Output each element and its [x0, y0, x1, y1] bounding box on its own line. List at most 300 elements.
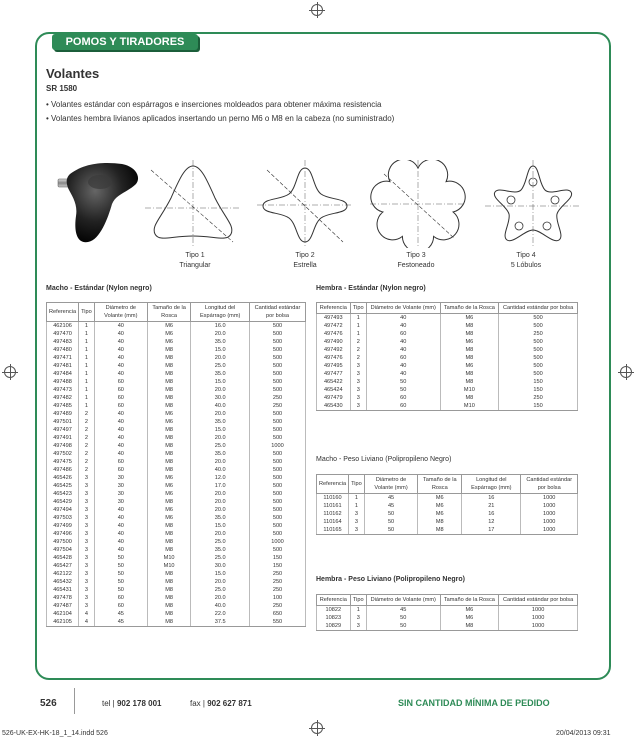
table-cell: 40: [94, 322, 147, 331]
table-cell: 60: [94, 394, 147, 402]
table-cell: 20.0: [191, 490, 250, 498]
table-cell: 40.0: [191, 466, 250, 474]
table-cell: 2: [79, 458, 95, 466]
table-cell: M8: [440, 346, 499, 354]
table-cell: 16: [462, 510, 521, 518]
footer-divider: [74, 688, 75, 714]
table-cell: 50: [366, 386, 440, 394]
table-cell: M8: [147, 378, 190, 386]
table-cell: M8: [147, 346, 190, 354]
table-row: [47, 498, 306, 506]
type2-caption-name: Estrella: [293, 262, 317, 269]
table-cell: 500: [250, 434, 306, 442]
table-row: [317, 502, 578, 510]
table-cell: 35.0: [191, 546, 250, 554]
table-cell: 20.0: [191, 330, 250, 338]
table-cell: M10: [440, 402, 499, 411]
table-cell: M6: [147, 514, 190, 522]
table-cell: 3: [79, 490, 95, 498]
table-cell: 150: [250, 562, 306, 570]
table-cell: 50: [94, 586, 147, 594]
type3-caption-number: Tipo 3: [406, 252, 426, 259]
table-cell: 16: [462, 494, 521, 503]
table-cell: 3: [79, 586, 95, 594]
table-cell: 465430: [317, 402, 351, 411]
type2-star-drawing: [257, 160, 353, 248]
table-cell: 497502: [47, 450, 79, 458]
table-cell: 110160: [317, 494, 349, 503]
table-cell: M6: [418, 502, 462, 510]
table-cell: 30: [94, 490, 147, 498]
table-cell: 4: [79, 610, 95, 618]
table-cell: 3: [79, 602, 95, 610]
feature-bullet-1: • Volantes estándar con espárragos e inserciones moldeados para obtener máxima resistencia: [46, 100, 382, 109]
table-cell: M6: [147, 474, 190, 482]
table-cell: M8: [440, 322, 499, 330]
fax-label: fax: [190, 699, 201, 708]
table-cell: 20.0: [191, 434, 250, 442]
table-cell: M6: [147, 338, 190, 346]
page-number: 526: [40, 698, 57, 709]
table-cell: 20.0: [191, 458, 250, 466]
hembra-liviano-title: Hembra - Peso Liviano (Polipropileno Negro): [316, 576, 465, 583]
table-cell: 35.0: [191, 418, 250, 426]
table-cell: 497480: [47, 346, 79, 354]
column-header: Tamaño de la Rosca: [440, 303, 499, 314]
table-cell: 1: [79, 330, 95, 338]
table-cell: 1: [79, 322, 95, 331]
table-row: [47, 370, 306, 378]
table-cell: 465432: [47, 578, 79, 586]
table-header-row: [317, 303, 578, 314]
table-header-row: [317, 475, 578, 494]
table-row: [317, 494, 578, 503]
table-row: [317, 622, 578, 631]
table-cell: 1: [79, 394, 95, 402]
table-cell: 500: [250, 362, 306, 370]
table-cell: 1: [79, 354, 95, 362]
table-cell: 10822: [317, 606, 351, 615]
table-cell: M8: [440, 354, 499, 362]
table-cell: 500: [250, 378, 306, 386]
table-cell: 17.0: [191, 482, 250, 490]
table-row: [317, 330, 578, 338]
table-cell: 60: [94, 378, 147, 386]
table-cell: 40: [94, 354, 147, 362]
table-cell: 497492: [317, 346, 351, 354]
column-header: Cantidad estándar por bolsa: [499, 303, 578, 314]
table-cell: 20.0: [191, 530, 250, 538]
table-cell: 50: [366, 378, 440, 386]
table-row: [317, 346, 578, 354]
table-cell: M6: [147, 330, 190, 338]
table-cell: M6: [440, 338, 499, 346]
table-cell: 40: [366, 314, 440, 323]
table-cell: 1: [349, 494, 365, 503]
table-cell: 45: [364, 502, 418, 510]
table-cell: 462104: [47, 610, 79, 618]
table-cell: 497470: [47, 330, 79, 338]
table-row: [317, 322, 578, 330]
table-cell: 500: [250, 514, 306, 522]
table-cell: 497485: [47, 402, 79, 410]
table-cell: 60: [94, 594, 147, 602]
table-cell: 40: [94, 346, 147, 354]
table-cell: 40: [366, 362, 440, 370]
table-cell: 1: [79, 378, 95, 386]
hembra-estandar-title: Hembra - Estándar (Nylon negro): [316, 285, 426, 292]
table-row: [317, 614, 578, 622]
table-cell: 35.0: [191, 514, 250, 522]
table-cell: 500: [250, 354, 306, 362]
table-cell: 40: [94, 442, 147, 450]
table-cell: 1: [79, 338, 95, 346]
table-cell: 25.0: [191, 554, 250, 562]
table-cell: 15.0: [191, 346, 250, 354]
table-cell: 16.0: [191, 322, 250, 331]
table-cell: M8: [147, 610, 190, 618]
table-cell: M8: [147, 362, 190, 370]
macho-estandar-title: Macho - Estándar (Nylon negro): [46, 285, 152, 292]
table-cell: 2: [350, 346, 366, 354]
table-header-row: [317, 595, 578, 606]
table-cell: 15.0: [191, 522, 250, 530]
type4-caption-number: Tipo 4: [516, 252, 536, 259]
table-cell: 50: [366, 614, 440, 622]
table-cell: 465431: [47, 586, 79, 594]
table-cell: 1: [350, 322, 366, 330]
table-cell: 30.0: [191, 562, 250, 570]
table-row: [47, 586, 306, 594]
table-cell: 3: [349, 526, 365, 535]
column-header: Cantidad estándar por bolsa: [521, 475, 578, 494]
table-cell: 60: [366, 330, 440, 338]
table-cell: M10: [440, 386, 499, 394]
table-cell: M6: [147, 322, 190, 331]
table-cell: 3: [79, 474, 95, 482]
table-row: [47, 466, 306, 474]
table-cell: 25.0: [191, 538, 250, 546]
table-cell: 20.0: [191, 578, 250, 586]
table-cell: 500: [250, 458, 306, 466]
table-cell: 40: [94, 530, 147, 538]
table-row: [317, 510, 578, 518]
table-row: [47, 386, 306, 394]
table-cell: 497472: [317, 322, 351, 330]
table-cell: 2: [79, 418, 95, 426]
table-cell: 497495: [317, 362, 351, 370]
table-row: [317, 362, 578, 370]
table-cell: 40: [94, 338, 147, 346]
footer-phone: tel | 902 178 001: [102, 699, 162, 708]
table-cell: 465422: [317, 378, 351, 386]
table-cell: 1000: [521, 526, 578, 535]
knob-photo: [56, 160, 146, 246]
table-cell: 150: [499, 402, 578, 411]
table-cell: M8: [147, 466, 190, 474]
table-cell: 3: [350, 386, 366, 394]
table-cell: 20.0: [191, 498, 250, 506]
table-cell: 3: [79, 538, 95, 546]
table-cell: 40: [94, 514, 147, 522]
table-cell: M6: [440, 614, 499, 622]
table-cell: 250: [499, 330, 578, 338]
table-cell: 462122: [47, 570, 79, 578]
table-row: [47, 434, 306, 442]
table-cell: 500: [250, 466, 306, 474]
table-cell: M8: [147, 442, 190, 450]
table-cell: 497473: [47, 386, 79, 394]
table-cell: 497498: [47, 442, 79, 450]
table-cell: 500: [499, 322, 578, 330]
table-cell: M8: [147, 386, 190, 394]
table-cell: 3: [79, 546, 95, 554]
table-cell: 1000: [499, 606, 578, 615]
table-row: [47, 346, 306, 354]
table-cell: 497479: [317, 394, 351, 402]
table-cell: 1000: [250, 442, 306, 450]
table-cell: 500: [250, 498, 306, 506]
table-cell: 1: [79, 402, 95, 410]
table-cell: 497490: [317, 338, 351, 346]
table-cell: 35.0: [191, 450, 250, 458]
table-cell: M8: [147, 370, 190, 378]
table-cell: 500: [250, 330, 306, 338]
table-cell: 50: [364, 518, 418, 526]
table-cell: M8: [440, 330, 499, 338]
table-cell: 250: [250, 570, 306, 578]
table-cell: 3: [79, 554, 95, 562]
column-header: Referencia: [47, 303, 79, 322]
table-cell: M8: [418, 518, 462, 526]
table-row: [47, 322, 306, 331]
table-cell: M6: [147, 506, 190, 514]
table-cell: 250: [250, 586, 306, 594]
table-cell: 465427: [47, 562, 79, 570]
type3-scalloped-drawing: [370, 160, 466, 248]
table-cell: 3: [79, 506, 95, 514]
table-cell: M8: [147, 458, 190, 466]
column-header: Referencia: [317, 595, 351, 606]
table-cell: M8: [440, 394, 499, 402]
table-cell: 3: [79, 578, 95, 586]
table-cell: 497481: [47, 362, 79, 370]
table-cell: 40: [366, 346, 440, 354]
table-cell: 2: [350, 354, 366, 362]
table-cell: 497504: [47, 546, 79, 554]
table-cell: 500: [250, 482, 306, 490]
table-cell: 2: [79, 434, 95, 442]
table-row: [47, 394, 306, 402]
table-cell: 500: [250, 346, 306, 354]
table-cell: 2: [79, 450, 95, 458]
table-cell: 30.0: [191, 394, 250, 402]
table-cell: 497482: [47, 394, 79, 402]
table-cell: 497476: [317, 330, 351, 338]
type3-caption-name: Festoneado: [397, 262, 435, 269]
table-cell: 110161: [317, 502, 349, 510]
table-cell: 40: [94, 546, 147, 554]
table-cell: 497476: [317, 354, 351, 362]
table-cell: 60: [366, 394, 440, 402]
table-cell: 1000: [521, 494, 578, 503]
table-cell: 1: [349, 502, 365, 510]
feature-bullet-2: • Volantes hembra livianos aplicados insertando un perno M6 o M8 en la cabeza (no suministrado): [46, 114, 395, 123]
table-cell: 40.0: [191, 602, 250, 610]
column-header: Tamaño de la Rosca: [418, 475, 462, 494]
table-cell: 1000: [521, 502, 578, 510]
table-cell: 60: [94, 602, 147, 610]
table-row: [47, 522, 306, 530]
table-cell: M8: [440, 622, 499, 631]
table-cell: 25.0: [191, 442, 250, 450]
table-cell: 3: [79, 522, 95, 530]
phone-number: 902 178 001: [116, 699, 162, 708]
table-row: [47, 546, 306, 554]
table-cell: 2: [79, 442, 95, 450]
table-cell: M6: [440, 314, 499, 323]
table-cell: 465429: [47, 498, 79, 506]
table-cell: 3: [79, 482, 95, 490]
table-cell: 1: [350, 606, 366, 615]
table-row: [47, 538, 306, 546]
table-cell: 40: [366, 338, 440, 346]
table-cell: 20.0: [191, 354, 250, 362]
table-row: [47, 530, 306, 538]
table-row: [47, 362, 306, 370]
table-cell: 550: [250, 618, 306, 627]
table-cell: M8: [147, 354, 190, 362]
phone-label: tel: [102, 699, 111, 708]
macho-liviano-table: [316, 474, 578, 535]
table-cell: 1000: [521, 518, 578, 526]
table-cell: 497494: [47, 506, 79, 514]
table-cell: 500: [499, 370, 578, 378]
table-cell: 500: [250, 410, 306, 418]
table-cell: 3: [350, 402, 366, 411]
table-cell: 250: [250, 602, 306, 610]
table-cell: M8: [147, 538, 190, 546]
registration-mark-bottom: [311, 722, 323, 734]
table-cell: M8: [147, 450, 190, 458]
table-cell: M8: [147, 434, 190, 442]
table-cell: 50: [94, 570, 147, 578]
table-row: [47, 418, 306, 426]
column-header: Diámetro de Volante (mm): [94, 303, 147, 322]
table-cell: M6: [147, 482, 190, 490]
column-header: Longitud del Espárrago (mm): [191, 303, 250, 322]
table-row: [317, 526, 578, 535]
table-cell: 500: [250, 490, 306, 498]
table-cell: 497503: [47, 514, 79, 522]
table-row: [317, 338, 578, 346]
table-row: [47, 426, 306, 434]
table-cell: 500: [250, 450, 306, 458]
table-cell: 1: [350, 314, 366, 323]
table-row: [47, 354, 306, 362]
table-row: [47, 442, 306, 450]
table-cell: 40: [94, 362, 147, 370]
table-cell: 50: [94, 578, 147, 586]
table-cell: M10: [147, 554, 190, 562]
column-header: Tipo: [79, 303, 95, 322]
table-cell: 20.0: [191, 594, 250, 602]
table-cell: 3: [350, 622, 366, 631]
table-cell: 3: [350, 394, 366, 402]
table-cell: 40: [94, 418, 147, 426]
table-cell: 40: [94, 506, 147, 514]
table-row: [317, 314, 578, 323]
table-cell: 500: [499, 338, 578, 346]
table-cell: 45: [364, 494, 418, 503]
table-cell: 50: [364, 510, 418, 518]
table-cell: 10823: [317, 614, 351, 622]
table-cell: 40: [94, 538, 147, 546]
section-title: Volantes: [46, 66, 100, 81]
table-cell: 3: [79, 594, 95, 602]
table-cell: 1: [79, 386, 95, 394]
table-row: [47, 402, 306, 410]
column-header: Cantidad estándar por bolsa: [250, 303, 306, 322]
table-cell: M8: [418, 526, 462, 535]
table-cell: 40: [366, 370, 440, 378]
table-cell: 497484: [47, 370, 79, 378]
table-cell: 497477: [317, 370, 351, 378]
table-cell: 20.0: [191, 386, 250, 394]
table-cell: 150: [499, 386, 578, 394]
column-header: Diámetro de Volante (mm): [366, 595, 440, 606]
table-cell: M8: [147, 594, 190, 602]
table-cell: 3: [349, 518, 365, 526]
table-cell: 497493: [317, 314, 351, 323]
type2-caption-number: Tipo 2: [295, 252, 315, 259]
table-cell: 250: [250, 578, 306, 586]
footer-fax: fax | 902 627 871: [190, 699, 252, 708]
table-cell: 3: [350, 370, 366, 378]
table-cell: 3: [79, 530, 95, 538]
table-cell: 3: [349, 510, 365, 518]
table-cell: 500: [250, 474, 306, 482]
table-row: [47, 490, 306, 498]
table-cell: 465423: [47, 490, 79, 498]
table-cell: 60: [94, 458, 147, 466]
column-header: Tamaño de la Rosca: [147, 303, 190, 322]
table-cell: 30: [94, 474, 147, 482]
table-row: [47, 482, 306, 490]
table-row: [317, 402, 578, 411]
table-cell: M8: [147, 498, 190, 506]
table-cell: M6: [147, 418, 190, 426]
table-cell: 497501: [47, 418, 79, 426]
table-row: [47, 594, 306, 602]
table-cell: 3: [350, 362, 366, 370]
table-cell: M10: [147, 562, 190, 570]
table-row: [47, 330, 306, 338]
table-cell: 25.0: [191, 362, 250, 370]
table-cell: M8: [147, 570, 190, 578]
table-cell: M8: [147, 618, 190, 627]
table-cell: 250: [250, 394, 306, 402]
table-cell: 110164: [317, 518, 349, 526]
table-cell: 497478: [47, 594, 79, 602]
table-cell: 500: [250, 418, 306, 426]
table-row: [47, 570, 306, 578]
table-row: [317, 518, 578, 526]
table-cell: 500: [250, 386, 306, 394]
table-cell: 15.0: [191, 378, 250, 386]
table-cell: 21: [462, 502, 521, 510]
type1-caption-name: Triangular: [179, 262, 211, 269]
